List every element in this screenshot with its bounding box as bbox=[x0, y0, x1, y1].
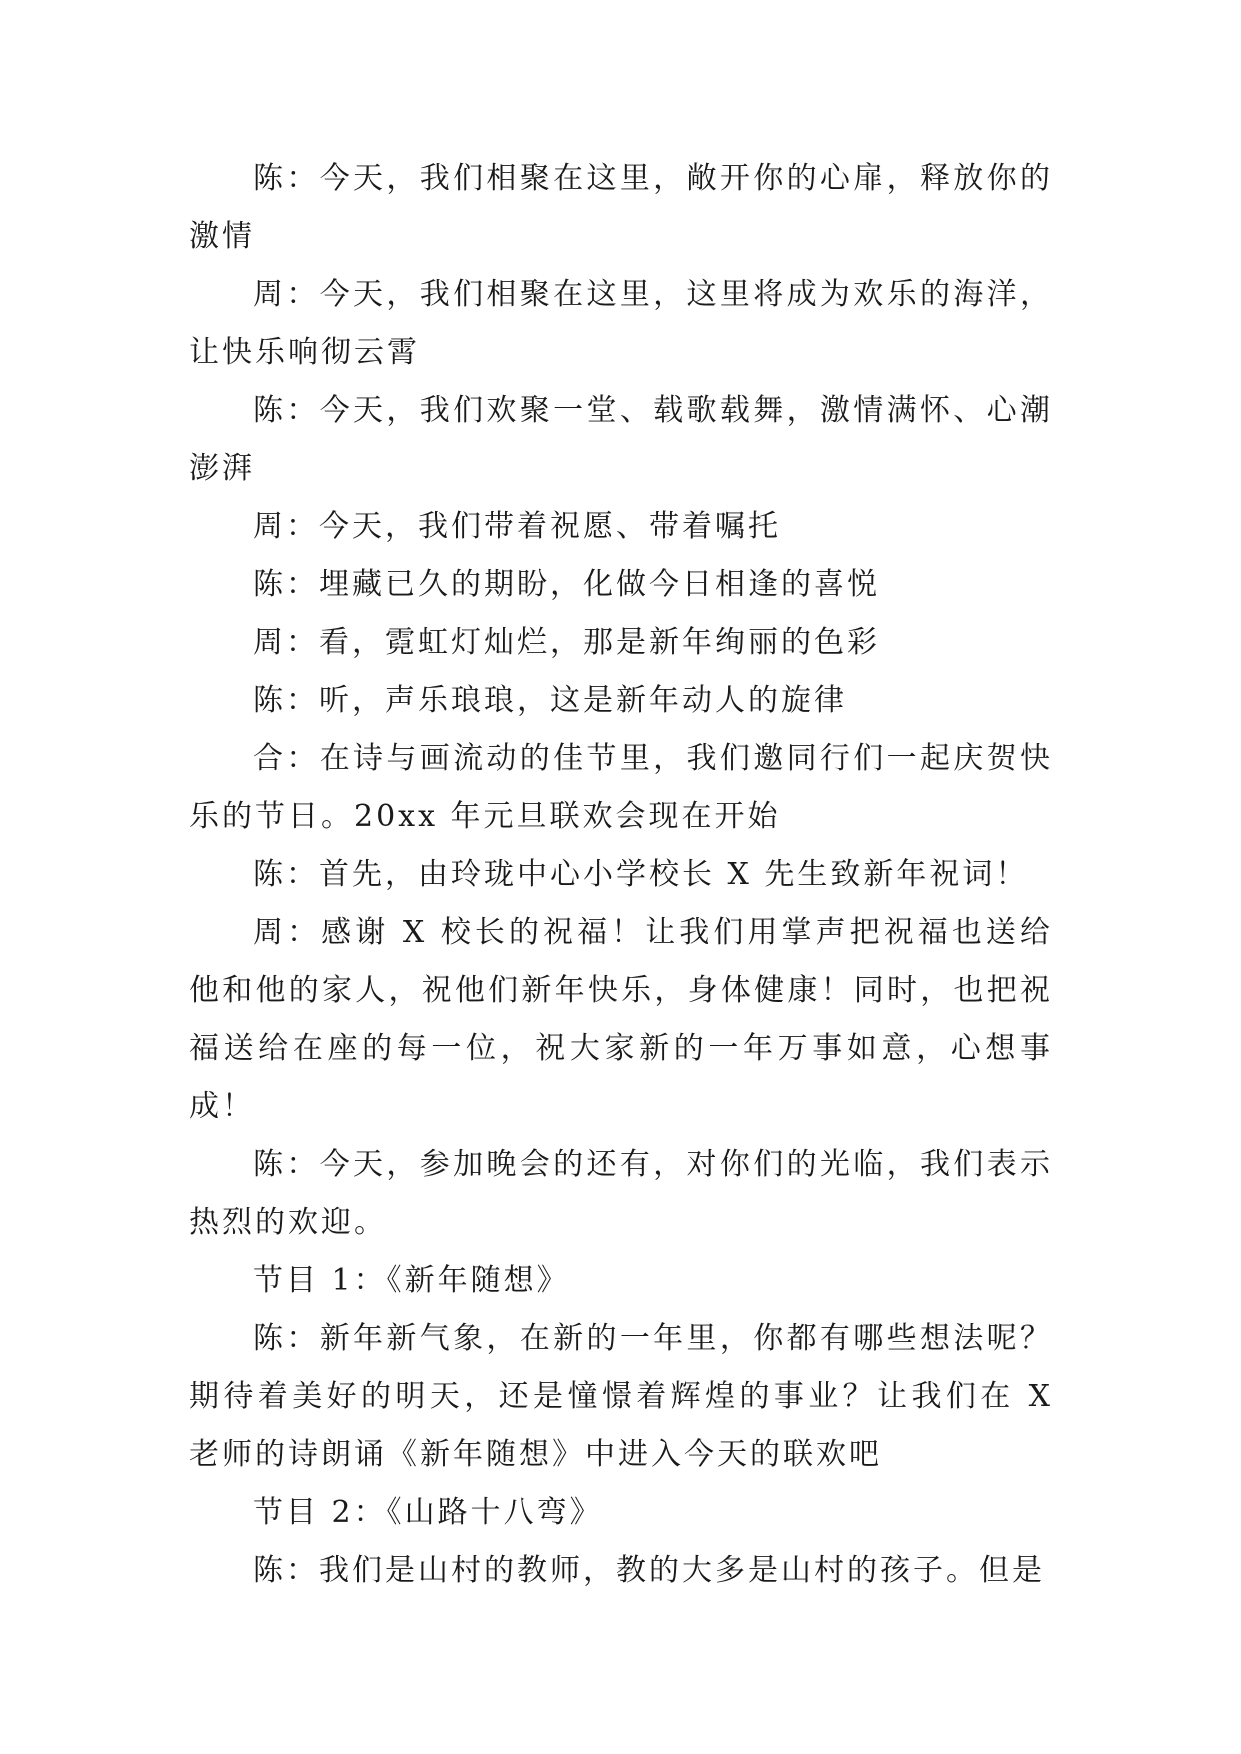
paragraph-5: 陈：埋藏已久的期盼，化做今日相逢的喜悦 bbox=[253, 567, 880, 602]
paragraph-12: 陈：新年新气象，在新的一年里，你都有哪些想法呢？期待着美好的明天，还是憧憬着辉煌的事业？让我们在 X 老师的诗朗诵《新年随想》中进入今天的联欢吧 bbox=[189, 1321, 1053, 1472]
paragraph-2: 周：今天，我们相聚在这里，这里将成为欢乐的海洋，让快乐响彻云霄 bbox=[189, 277, 1053, 370]
paragraph-8: 合：在诗与画流动的佳节里，我们邀同行们一起庆贺快乐的节日。20xx 年元旦联欢会现在开始 bbox=[189, 741, 1053, 834]
document-page bbox=[189, 150, 1053, 1600]
paragraph-7: 陈：听，声乐琅琅，这是新年动人的旋律 bbox=[253, 683, 847, 718]
paragraph-13: 陈：我们是山村的教师，教的大多是山村的孩子。但是 bbox=[253, 1553, 1045, 1588]
paragraph-6: 周：看，霓虹灯灿烂，那是新年绚丽的色彩 bbox=[253, 625, 880, 660]
paragraph-3: 陈：今天，我们欢聚一堂、载歌载舞，激情满怀、心潮澎湃 bbox=[189, 393, 1053, 486]
paragraph-1: 陈：今天，我们相聚在这里，敞开你的心扉，释放你的激情 bbox=[189, 161, 1053, 254]
program-heading-1: 节目 1：《新年随想》 bbox=[253, 1263, 570, 1298]
paragraph-9: 陈：首先，由玲珑中心小学校长 X 先生致新年祝词！ bbox=[253, 857, 1029, 892]
paragraph-4: 周：今天，我们带着祝愿、带着嘱托 bbox=[253, 509, 781, 544]
paragraph-10: 周：感谢 X 校长的祝福！让我们用掌声把祝福也送给他和他的家人，祝他们新年快乐，身体健康！同时，也把祝福送给在座的每一位，祝大家新的一年万事如意，心想事成！ bbox=[189, 915, 1053, 1124]
paragraph-11: 陈：今天，参加晚会的还有，对你们的光临，我们表示热烈的欢迎。 bbox=[189, 1147, 1053, 1240]
program-heading-2: 节目 2：《山路十八弯》 bbox=[253, 1495, 603, 1530]
